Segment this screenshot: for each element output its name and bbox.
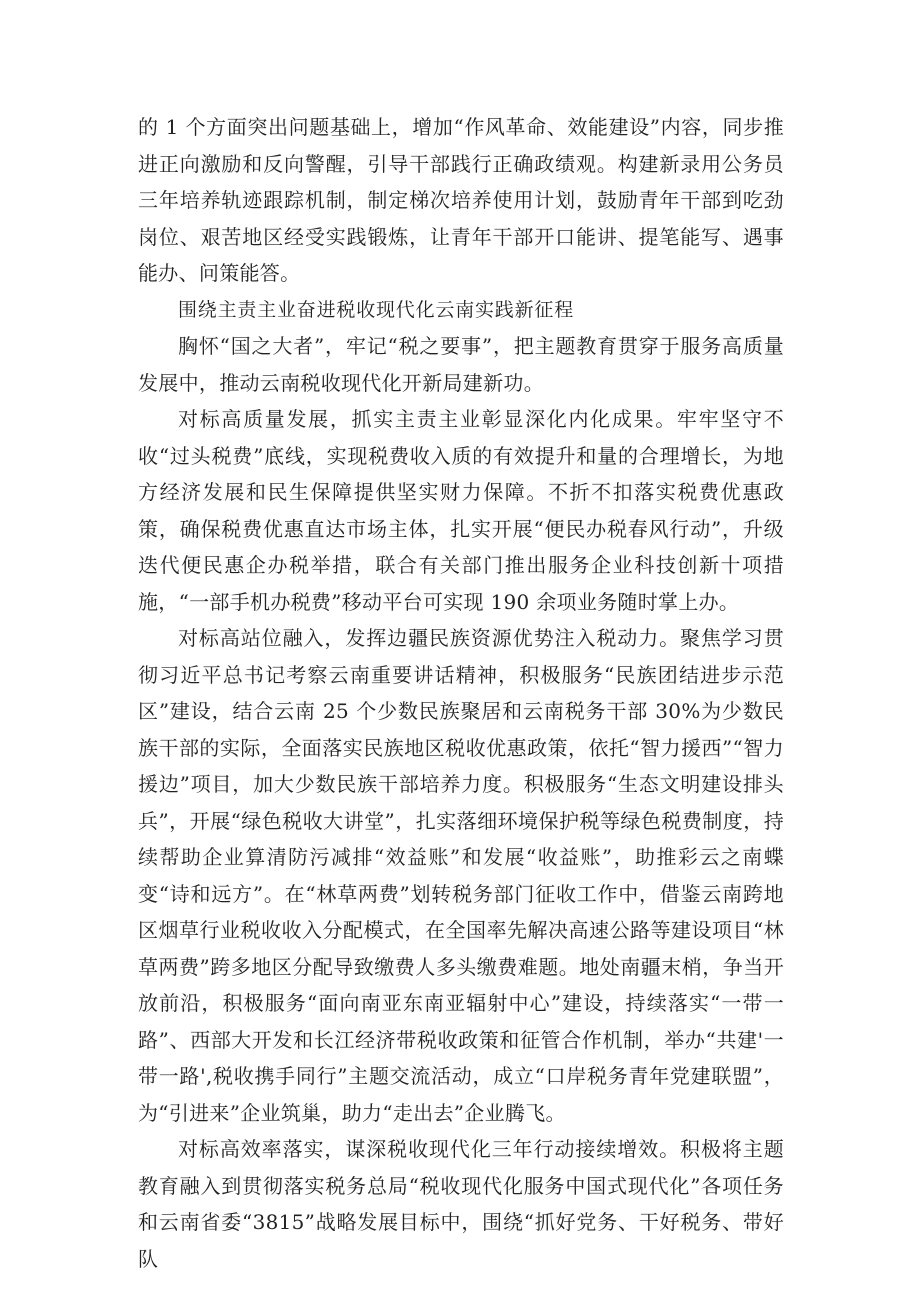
paragraph-high-quality: 对标高质量发展，抓实主责主业彰显深化内化成果。牢牢坚守不收“过头税费”底线，实现税费收入质的有效提升和量的合理增长，为地方经济发展和民生保障提供坚实财力保障。不折不扣落实税费优惠政策，确保税费优惠直达市场主体，扎实开展“便民办税春风行动”，升级迭代便民惠企办税举措，联合有关部门推出服务企业科技创新十项措施，“一部手机办税费”移动平台可实现 190 余项业务随时掌上办。 xyxy=(138,407,784,614)
paragraph-intro: 胸怀“国之大者”，牢记“税之要事”，把主题教育贯穿于服务高质量发展中，推动云南税收现代化开新局建新功。 xyxy=(138,334,784,395)
paragraph-high-efficiency: 对标高效率落实，谋深税收现代化三年行动接续增效。积极将主题教育融入到贯彻落实税务总局“税收现代化服务中国式现代化”各项任务和云南省委“3815”战略发展目标中，围绕“抓好党务、干好税务、带好队 xyxy=(138,1137,784,1271)
paragraph-continued: 的 1 个方面突出问题基础上，增加“作风革命、效能建设”内容，同步推进正向激励和反向警醒，引导干部践行正确政绩观。构建新录用公务员三年培养轨迹跟踪机制，制定梯次培养使用计划，鼓励青年干部到吃劲岗位、艰苦地区经受实践锻炼，让青年干部开口能讲、提笔能写、遇事能办、问策能答。 xyxy=(138,115,784,285)
paragraph-high-standing: 对标高站位融入，发挥边疆民族资源优势注入税动力。聚焦学习贯彻习近平总书记考察云南重要讲话精神，积极服务“民族团结进步示范区”建设，结合云南 25 个少数民族聚居和云南税务干部 30%为少数民族干部的实际，全面落实民族地区税收优惠政策，依托“智力援西”“智力援边”项目，加大少数民族干部培养力度。积极服务“生态文明建设排头兵”，开展“绿色税收大讲堂”，扎实落细环境保护税等绿色税费制度，持续帮助企业算清防污减排“效益账”和发展“收益账”，助推彩云之南蝶变“诗和远方”。在“林草两费”划转税务部门征收工作中，借鉴云南跨地区烟草行业税收收入分配模式，在全国率先解决高速公路等建设项目“林草两费”跨多地区分配导致缴费人多头缴费难题。地处南疆末梢，争当开放前沿，积极服务“面向南亚东南亚辐射中心”建设，持续落实“一带一路”、西部大开发和长江经济带税收政策和征管合作机制，举办“共建'一带一路',税收携手同行”主题交流活动，成立“口岸税务青年党建联盟”，为“引进来”企业筑巢，助力“走出去”企业腾飞。 xyxy=(138,626,784,1125)
document-body xyxy=(138,109,784,1277)
section-heading: 围绕主责主业奋进税收现代化云南实践新征程 xyxy=(178,298,575,321)
